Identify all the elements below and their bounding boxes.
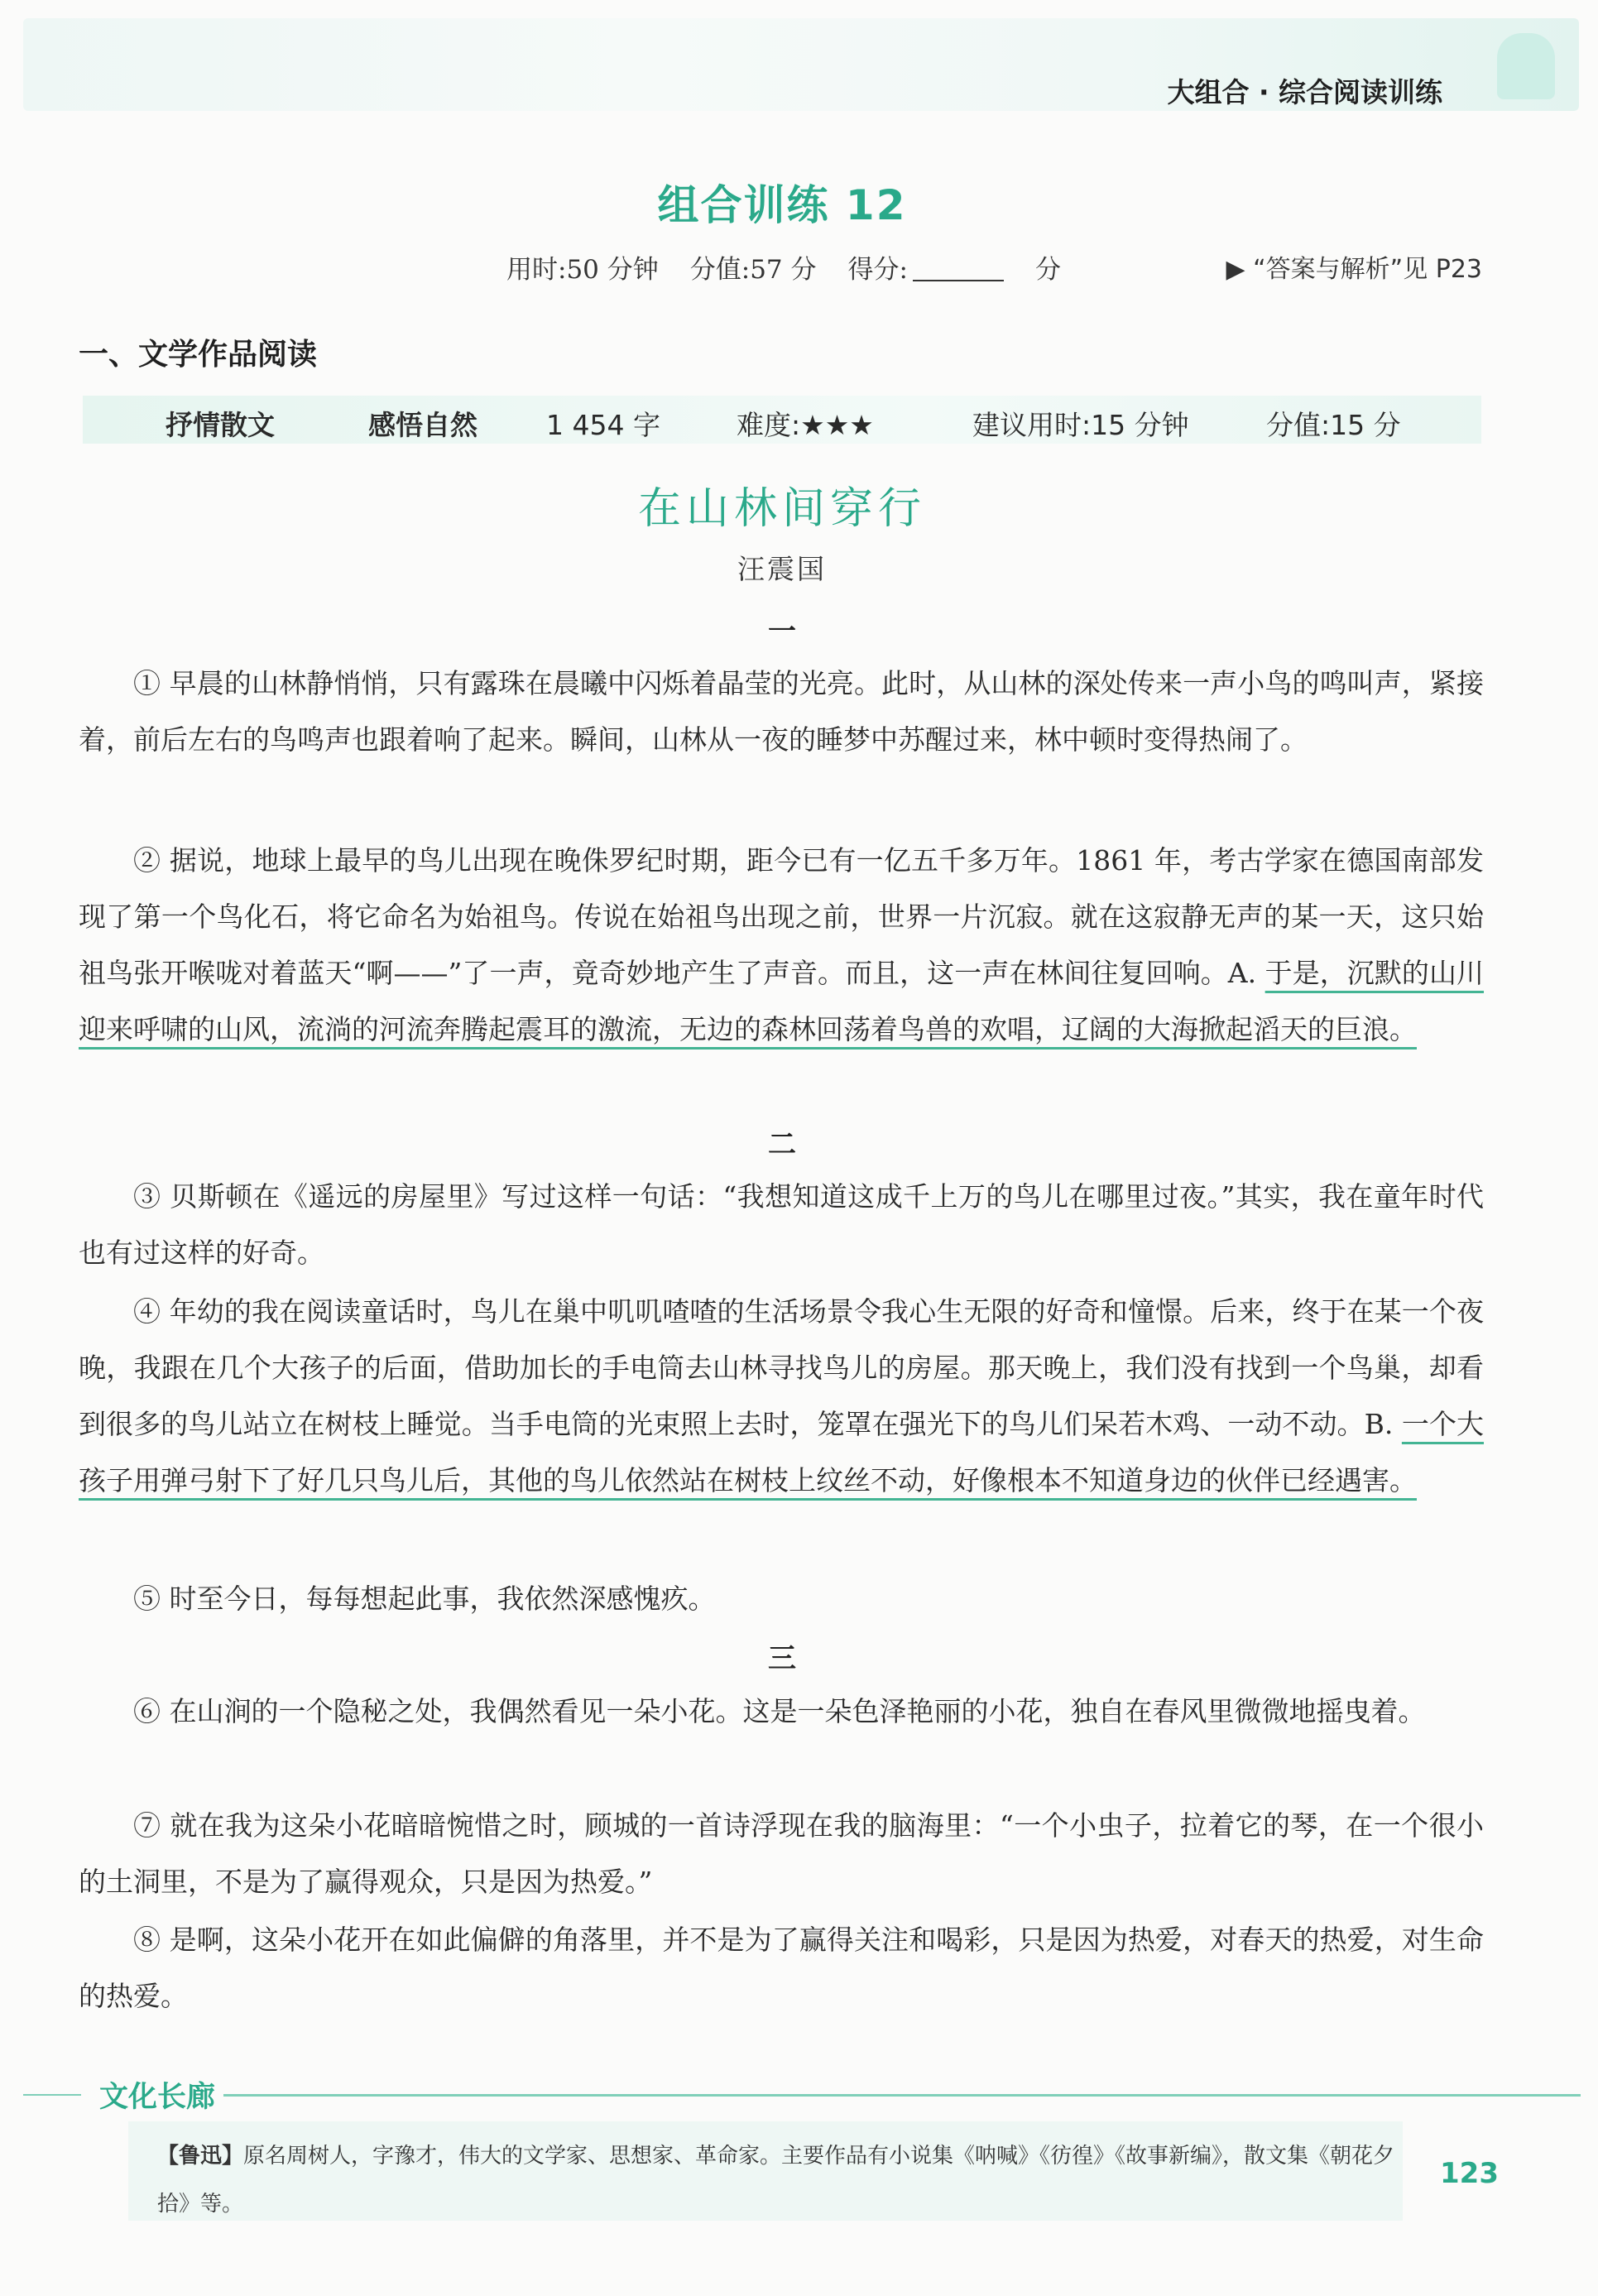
- paragraph-4-text: ④ 年幼的我在阅读童话时，鸟儿在巢中叽叽喳喳的生活场景令我心生无限的好奇和憧憬。后来，终于在某一个夜晚，我跟在几个大孩子的后面，借助加长的手电筒去山林寻找鸟儿的房屋。那天晚上，我们没有找到一个鸟巢，却看到很多的鸟儿站立在树枝上睡觉。当手电筒的光束照上去时，笼罩在强光下的鸟儿们呆若木鸡、一动不动。B.: [79, 1295, 1484, 1440]
- paragraph-1: ① 早晨的山林静悄悄，只有露珠在晨曦中闪烁着晶莹的光亮。此时，从山林的深处传来一声小鸟的鸣叫声，紧接着，前后左右的鸟鸣声也跟着响了起来。瞬间，山林从一夜的睡梦中苏醒过来，林中顿时变得热闹了。: [79, 667, 1484, 756]
- paragraph-2-text: ② 据说，地球上最早的鸟儿出现在晚侏罗纪时期，距今已有一亿五千多万年。1861 年，考古学家在德国南部发现了第一个鸟化石，将它命名为始祖鸟。传说在始祖鸟出现之前，世界一片沉寂。就在这寂静无声的某一天，这只始祖鸟张开喉咙对着蓝天“啊——”了一声，竟奇妙地产生了声音。而且，这一声在林间往复回响。A.: [79, 844, 1484, 989]
- time-limit: 用时:50 分钟: [506, 255, 659, 285]
- header-title: 大组合 · 综合阅读训练: [1167, 76, 1442, 108]
- footer-note-text: 原名周树人，字豫才，伟大的文学家、思想家、革命家。主要作品有小说集《呐喊》《彷徨》《故事新编》，散文集《朝花夕拾》等。: [157, 2144, 1395, 2217]
- exercise-meta: [506, 248, 1092, 286]
- paragraph-5: ⑤ 时至今日，每每想起此事，我依然深感愧疚。: [133, 1583, 716, 1615]
- article-author: 汪震国: [737, 553, 827, 585]
- paragraph-4: [79, 1284, 1484, 1509]
- answer-reference: ▶ “答案与解析”见 P23: [1226, 255, 1482, 284]
- paragraph-2: [79, 833, 1484, 1058]
- section-heading: 一、文学作品阅读: [79, 338, 318, 372]
- paragraph-3: ③ 贝斯顿在《遥远的房屋里》写过这样一句话：“我想知道这成千上万的鸟儿在哪里过夜。”其实，我在童年时代也有过这样的好奇。: [79, 1180, 1484, 1269]
- points: 分值:15 分: [1266, 409, 1401, 441]
- exercise-title: 组合训练 12: [657, 181, 907, 229]
- section-number: 二: [768, 1128, 796, 1161]
- footer-rule: [223, 2094, 1581, 2097]
- footer-note-tag: 【鲁迅】: [157, 2144, 244, 2169]
- score-label: 得分:: [847, 255, 908, 285]
- paragraph-8: ⑧ 是啊，这朵小花开在如此偏僻的角落里，并不是为了赢得关注和喝彩，只是因为热爱，对春天的热爱，对生命的热爱。: [79, 1924, 1484, 2012]
- total-value: 分值:57 分: [689, 255, 817, 285]
- score-blank: [913, 258, 1004, 281]
- footer-rule: [23, 2094, 81, 2096]
- theme-tag: 感悟自然: [368, 409, 477, 441]
- genre-tag: 抒情散文: [166, 409, 275, 441]
- header-accent-shape: [1497, 33, 1555, 99]
- article-title: 在山林间穿行: [637, 484, 926, 534]
- score-unit: 分: [1034, 255, 1061, 285]
- section-number: 三: [768, 1642, 796, 1675]
- page-number: 123: [1440, 2157, 1499, 2190]
- suggested-time: 建议用时:15 分钟: [972, 409, 1189, 441]
- paragraph-7: ⑦ 就在我为这朵小花暗暗惋惜之时，顾城的一首诗浮现在我的脑海里：“一个小虫子，拉着它的琴，在一个很小的土洞里，不是为了赢得观众，只是因为热爱。”: [79, 1809, 1484, 1898]
- footer-note: [157, 2132, 1399, 2228]
- word-count: 1 454 字: [546, 409, 660, 441]
- underlined-sentence-a: 于是，沉默的山川迎来呼啸的山风，流淌的河流奔腾起震耳的激流，无边的森林回荡着鸟兽的欢唱，辽阔的大海掀起滔天的巨浪。: [79, 957, 1485, 1045]
- underlined-sentence-b: 一个大孩子用弹弓射下了好几只鸟儿后，其他的鸟儿依然站在树枝上纹丝不动，好像根本不知道身边的伙伴已经遇害。: [79, 1408, 1485, 1496]
- info-bar: [83, 396, 1481, 444]
- paragraph-6: ⑥ 在山涧的一个隐秘之处，我偶然看见一朵小花。这是一朵色泽艳丽的小花，独自在春风里微微地摇曳着。: [133, 1695, 1426, 1727]
- difficulty: 难度:★★★: [737, 409, 874, 441]
- footer-label: 文化长廊: [99, 2081, 216, 2114]
- section-number: 一: [768, 615, 796, 648]
